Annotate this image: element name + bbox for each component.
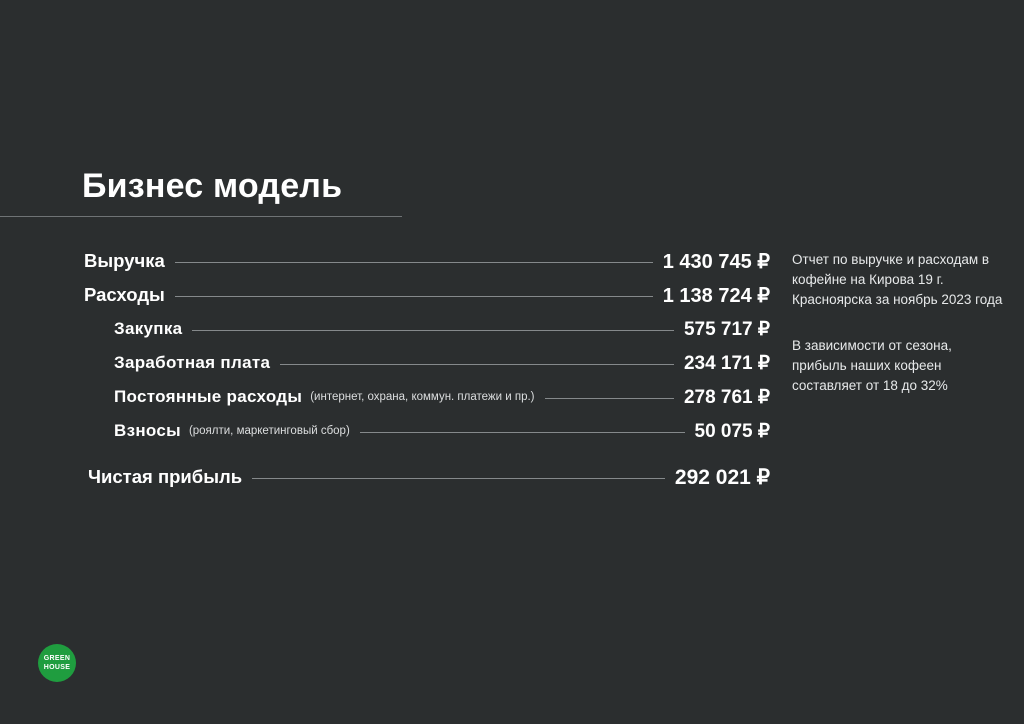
row-label: Закупка [114,319,183,338]
row-label: Чистая прибыль [88,466,243,487]
leader-line [280,364,674,365]
leader-line [175,296,653,297]
leader-line [545,398,674,399]
note-seasonal-profit: В зависимости от сезона, прибыль наших кофеен составляет от 18 до 32% [792,338,952,393]
row-value: 575 717 ₽ [683,318,770,340]
row-label: Расходы [84,284,165,305]
table-row-total [0,460,1024,494]
row-note: (роялти, маркетинговый сбор) [188,425,350,437]
logo-line-1: GREEN [43,655,71,662]
table-row [0,414,1024,448]
logo-line-2: HOUSE [43,664,71,671]
side-notes [792,250,1007,396]
row-label: Взносы [114,421,181,440]
row-value: 278 761 ₽ [683,386,770,408]
leader-line [252,478,665,479]
leader-line [192,330,674,331]
row-value: 292 021 ₽ [674,465,770,489]
row-label: Постоянные расходы [114,387,303,406]
title-divider [0,216,402,217]
page-title: Бизнес модель [82,167,343,205]
row-label: Заработная плата [114,353,271,372]
row-value: 50 075 ₽ [694,420,770,442]
row-value: 1 430 745 ₽ [662,250,770,273]
row-label: Выручка [84,250,165,271]
logo [38,644,76,682]
row-value: 1 138 724 ₽ [662,284,770,307]
leader-line [175,262,653,263]
leader-line [360,432,685,433]
row-value: 234 171 ₽ [683,352,770,374]
note-report-period: Отчет по выручке и расходам в кофейне на Кирова 19 г. Красноярска за ноябрь 2023 года [792,252,1003,307]
row-note: (интернет, охрана, коммун. платежи и пр.) [310,391,535,403]
